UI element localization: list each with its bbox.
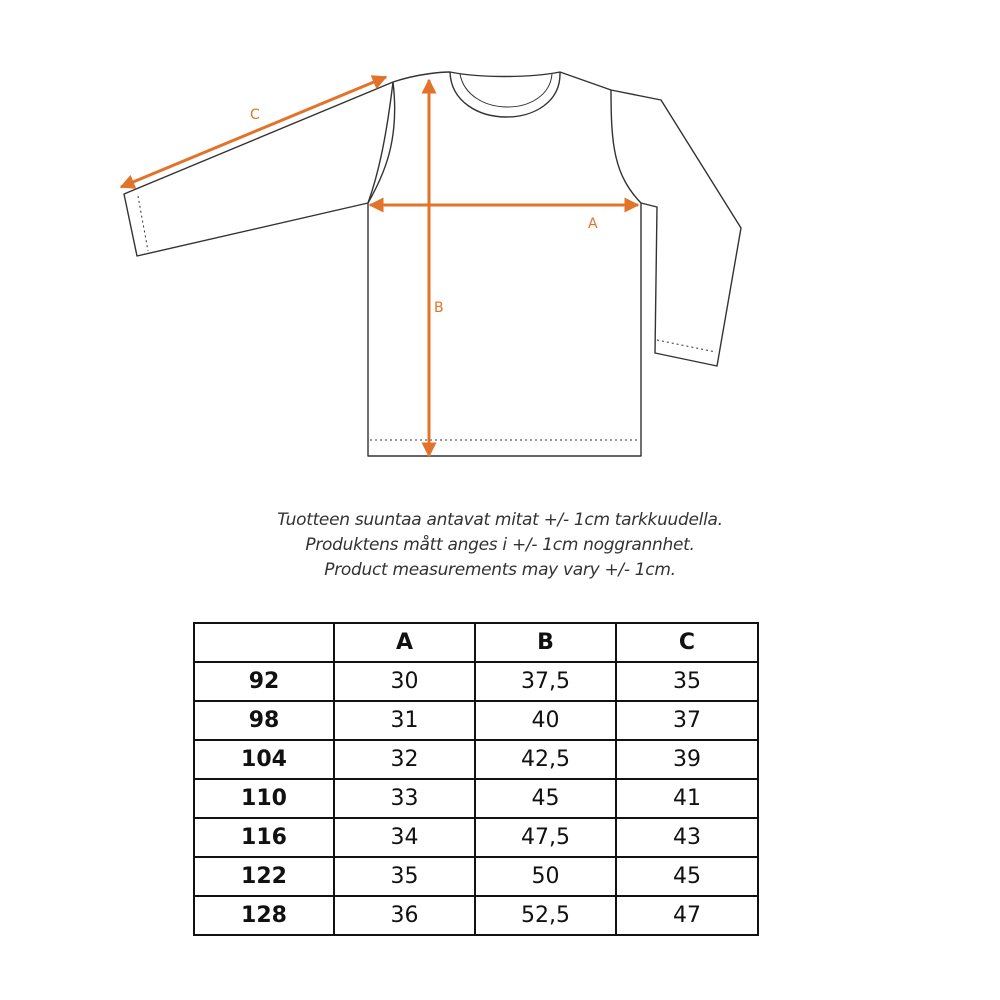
value-c-cell: 37	[616, 701, 758, 740]
right-sleeve	[611, 90, 741, 366]
measurement-disclaimer	[0, 508, 1000, 583]
value-c-cell: 39	[616, 740, 758, 779]
label-b: B	[434, 300, 444, 316]
value-a-cell: 35	[334, 857, 475, 896]
measurement-arrows	[121, 77, 638, 456]
table-row	[194, 896, 758, 935]
left-cuff-stitch	[138, 196, 148, 251]
table-row	[194, 662, 758, 701]
size-cell: 116	[194, 818, 334, 857]
label-a: A	[588, 216, 598, 232]
size-table-header	[194, 623, 758, 662]
value-b-cell: 40	[475, 701, 616, 740]
value-b-cell: 37,5	[475, 662, 616, 701]
header-size	[194, 623, 334, 662]
header-a: A	[334, 623, 475, 662]
collar-inner	[460, 74, 552, 107]
value-c-cell: 43	[616, 818, 758, 857]
value-c-cell: 45	[616, 857, 758, 896]
shirt-neckline	[393, 72, 611, 90]
value-a-cell: 33	[334, 779, 475, 818]
size-table	[193, 622, 759, 936]
value-a-cell: 34	[334, 818, 475, 857]
shirt-outline	[124, 72, 741, 456]
value-a-cell: 30	[334, 662, 475, 701]
value-c-cell: 41	[616, 779, 758, 818]
size-cell: 98	[194, 701, 334, 740]
value-b-cell: 50	[475, 857, 616, 896]
right-cuff-stitch	[657, 340, 716, 352]
table-row	[194, 740, 758, 779]
value-a-cell: 32	[334, 740, 475, 779]
collar-rib	[450, 72, 560, 117]
table-row	[194, 818, 758, 857]
value-c-cell: 35	[616, 662, 758, 701]
arrow-c	[121, 77, 386, 187]
header-row	[194, 623, 758, 662]
size-table-body	[194, 662, 758, 935]
value-a-cell: 36	[334, 896, 475, 935]
size-cell: 122	[194, 857, 334, 896]
table-row	[194, 701, 758, 740]
size-cell: 92	[194, 662, 334, 701]
size-cell: 110	[194, 779, 334, 818]
disclaimer-finnish: Tuotteen suuntaa antavat mitat +/- 1cm tarkkuudella.	[277, 510, 723, 530]
header-c: C	[616, 623, 758, 662]
disclaimer-swedish: Produktens mått anges i +/- 1cm noggrannhet.	[305, 535, 695, 555]
label-c: C	[250, 107, 260, 123]
header-b: B	[475, 623, 616, 662]
shirt-body	[368, 82, 641, 456]
size-cell: 128	[194, 896, 334, 935]
value-b-cell: 52,5	[475, 896, 616, 935]
size-cell: 104	[194, 740, 334, 779]
disclaimer-english: Product measurements may vary +/- 1cm.	[324, 560, 676, 580]
value-a-cell: 31	[334, 701, 475, 740]
table-row	[194, 779, 758, 818]
value-b-cell: 45	[475, 779, 616, 818]
value-b-cell: 47,5	[475, 818, 616, 857]
value-c-cell: 47	[616, 896, 758, 935]
value-b-cell: 42,5	[475, 740, 616, 779]
table-row	[194, 857, 758, 896]
